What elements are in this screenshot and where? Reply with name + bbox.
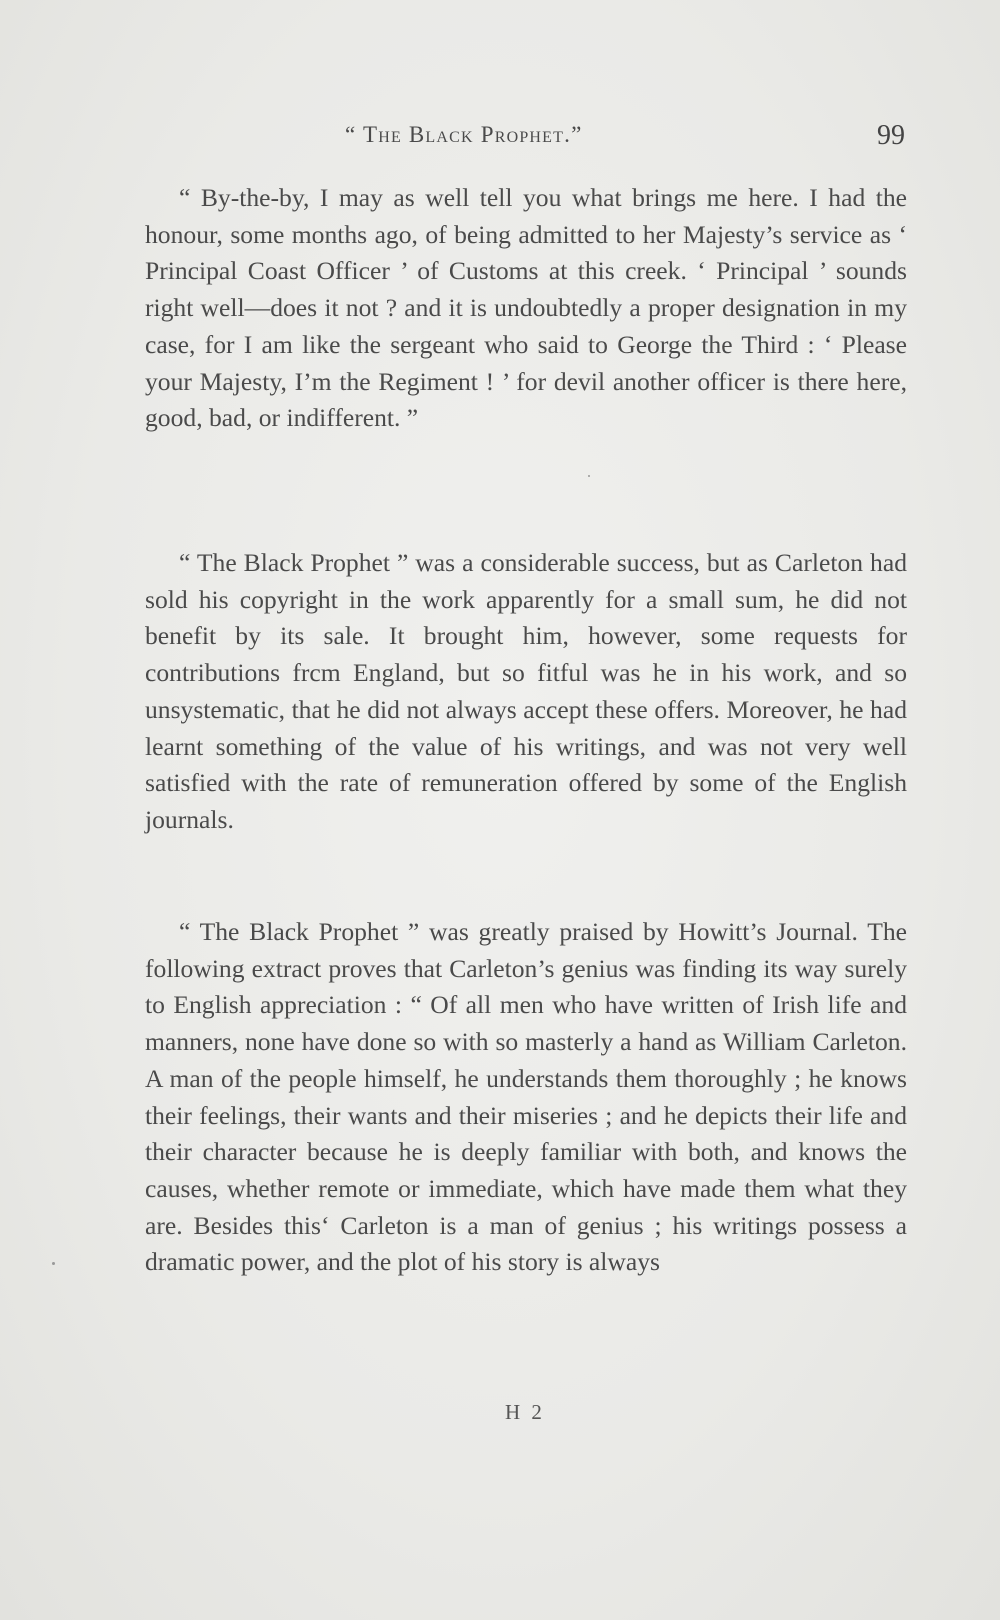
paper-speck bbox=[588, 475, 590, 477]
paragraph-1: “ By-the-by, I may as well tell you what brings me here. I had the honour, some months ago, of being admitted to her Majesty’s service as ‘ Principal Coast Officer ’ of Customs at this creek. ‘ Principal ’ sounds right well—does it not ? and it is undoubtedly a proper designation in my case, for I am like the sergeant who said to George the Third : ‘ Please your Majesty, I’m the Regiment ! ’ for devil another officer is there here, good, bad, or indifferent. ” bbox=[145, 183, 907, 433]
page-header bbox=[145, 120, 905, 160]
paragraph-2: “ The Black Prophet ” was a considerable success, but as Carleton had sold his copyright in the work apparently for a small sum, he did not benefit by its sale. It brought him, however, some requests for contributions frcm England, but so fitful was he in his work, and so unsystematic, that he did not always accept these offers. Moreover, he had learnt something of the value of his writings, and was not very well satisfied with the rate of remuneration offered by some of the English journals. bbox=[145, 548, 907, 834]
paragraph-3: “ The Black Prophet ” was greatly praised by Howitt’s Journal. The following extract proves that Carleton’s genius was finding its way surely to English appreciation : “ Of all men who have written of Irish life and manners, none have done so with so masterly a hand as William Carleton. A man of the people himself, he understands them thoroughly ; he knows their feelings, their wants and their miseries ; and he depicts their life and their character because he is deeply familiar with both, and knows the causes, whether remote or immediate, which have made them what they are. Besides this‘ Carleton is a man of genius ; his writings possess a dramatic power, and the plot of his story is always bbox=[145, 917, 907, 1277]
narrative-paragraph bbox=[145, 545, 907, 839]
quoted-letter-paragraph bbox=[145, 180, 907, 437]
signature-mark: H 2 bbox=[505, 1400, 545, 1424]
review-paragraph bbox=[145, 914, 907, 1281]
page-number: 99 bbox=[877, 120, 905, 151]
running-title: “ The Black Prophet.” bbox=[345, 122, 583, 147]
paper-speck bbox=[52, 1262, 55, 1265]
